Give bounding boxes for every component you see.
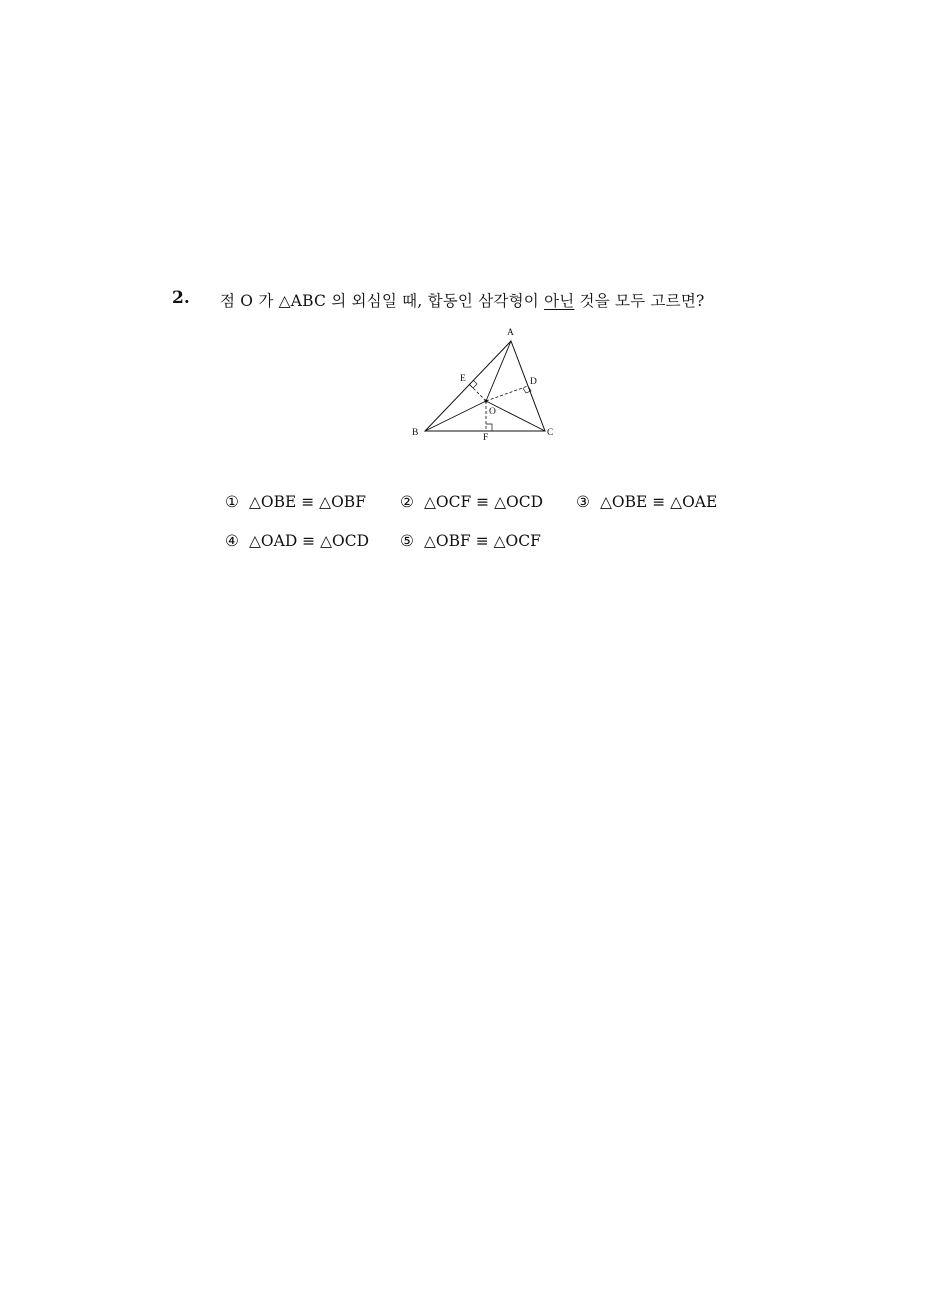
stem-text-after: 것을 모두 고르면? — [574, 292, 705, 310]
choice-2-mark: ② — [400, 493, 414, 511]
triangle-figure — [400, 322, 570, 447]
label-o: O — [489, 407, 496, 417]
choice-4[interactable] — [225, 532, 369, 550]
label-e: E — [460, 374, 466, 384]
stem-underlined-word: 아닌 — [544, 292, 575, 310]
label-a: A — [507, 328, 514, 338]
choice-3-mark: ③ — [576, 493, 590, 511]
choice-4-text: △OAD ≡ △OCD — [249, 532, 370, 550]
question-number: 2. — [172, 288, 190, 308]
choice-3-text: △OBE ≡ △OAE — [600, 493, 718, 511]
choice-4-mark: ④ — [225, 532, 239, 550]
segment-ob — [425, 401, 486, 431]
choice-5[interactable] — [400, 532, 541, 550]
choice-2-text: △OCF ≡ △OCD — [424, 493, 543, 511]
choice-2[interactable] — [400, 493, 543, 511]
right-angle-f — [486, 424, 492, 431]
question-stem — [220, 289, 705, 311]
choice-1[interactable] — [225, 493, 366, 511]
choice-3[interactable] — [576, 493, 717, 511]
label-c: C — [547, 428, 554, 438]
point-o — [484, 399, 487, 402]
triangle-diagram — [400, 322, 570, 447]
segment-od-dashed — [486, 386, 528, 401]
triangle-abc — [425, 341, 545, 431]
label-d: D — [530, 377, 537, 387]
choice-1-text: △OBE ≡ △OBF — [249, 493, 366, 511]
segment-oa — [486, 341, 511, 401]
choice-5-mark: ⑤ — [400, 532, 414, 550]
choice-5-text: △OBF ≡ △OCF — [424, 532, 541, 550]
label-f: F — [483, 433, 489, 443]
stem-text-before: 점 O 가 △ABC 의 외심일 때, 합동인 삼각형이 — [220, 292, 545, 310]
choice-1-mark: ① — [225, 493, 239, 511]
label-b: B — [412, 428, 419, 438]
